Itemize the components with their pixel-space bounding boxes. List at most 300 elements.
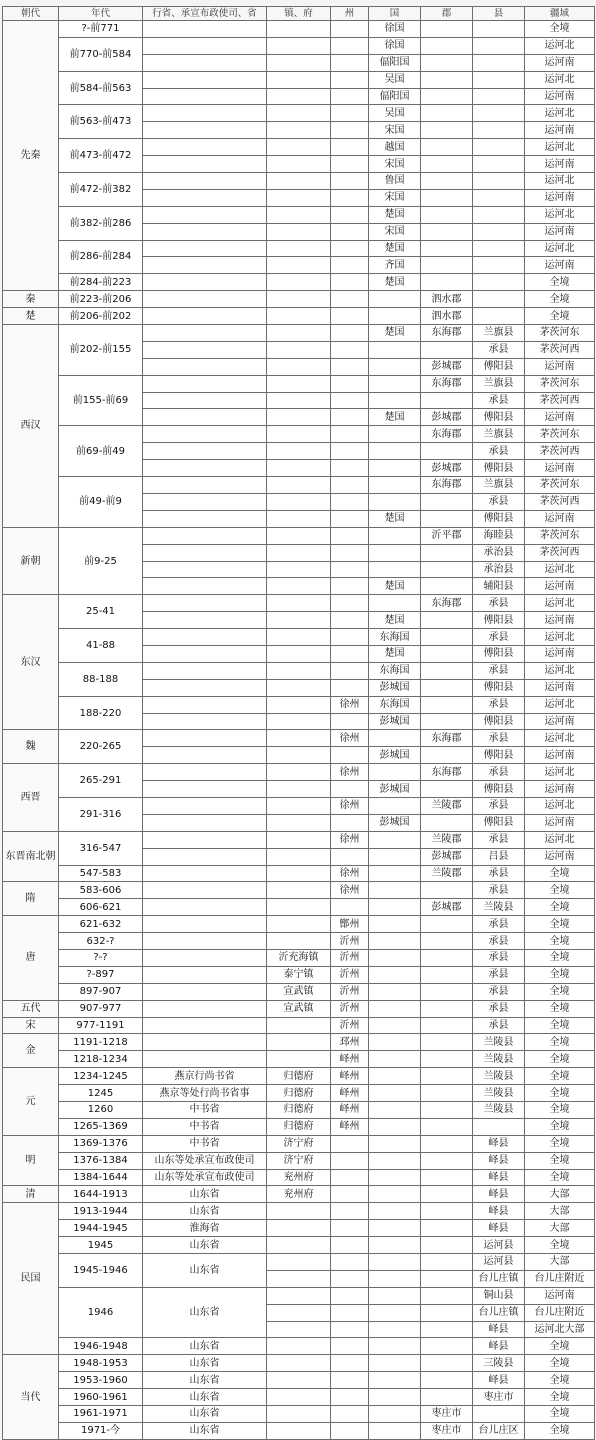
zhou-cell: 峄州 <box>331 1085 369 1102</box>
zhou-cell: 徐州 <box>331 882 369 899</box>
commandery-cell: 兰陵郡 <box>421 797 473 814</box>
header-county: 县 <box>473 7 525 21</box>
table-row <box>3 1203 595 1220</box>
county-cell: 三陵县 <box>473 1355 525 1372</box>
table-row <box>3 1102 595 1119</box>
territory-cell: 运河南 <box>525 510 595 527</box>
table-row <box>3 477 595 494</box>
province-cell: 山东省 <box>143 1287 267 1338</box>
territory-cell: 运河南 <box>525 645 595 662</box>
commandery-cell <box>421 21 473 38</box>
era-cell: 明 <box>3 1135 59 1186</box>
commandery-cell <box>421 510 473 527</box>
county-cell: 兰陵县 <box>473 1034 525 1051</box>
county-cell: 傅阳县 <box>473 781 525 798</box>
table-row <box>3 37 595 54</box>
table-row <box>3 1186 595 1203</box>
county-cell: 海睦县 <box>473 527 525 544</box>
county-cell <box>473 122 525 139</box>
territory-cell: 运河南 <box>525 781 595 798</box>
territory-cell: 运河南 <box>525 747 595 764</box>
zhou-cell <box>331 358 369 375</box>
zhou-cell <box>331 274 369 291</box>
state-cell <box>369 1287 421 1304</box>
state-cell: 彭城国 <box>369 814 421 831</box>
zhou-cell <box>331 257 369 274</box>
period-cell: 1245 <box>59 1085 143 1102</box>
header-commandery: 郡 <box>421 7 473 21</box>
prefecture-cell <box>267 882 331 899</box>
zhou-cell <box>331 1152 369 1169</box>
table-row <box>3 240 595 257</box>
table-row <box>3 21 595 38</box>
state-cell <box>369 1085 421 1102</box>
zhou-cell <box>331 325 369 342</box>
county-cell: 兰陵县 <box>473 1102 525 1119</box>
commandery-cell: 彭城郡 <box>421 899 473 916</box>
territory-cell: 运河北 <box>525 696 595 713</box>
territory-cell: 运河南 <box>525 189 595 206</box>
state-cell <box>369 1186 421 1203</box>
table-row <box>3 426 595 443</box>
state-cell <box>369 544 421 561</box>
era-cell: 宋 <box>3 1017 59 1034</box>
province-cell <box>143 814 267 831</box>
territory-cell: 运河南 <box>525 54 595 71</box>
state-cell: 彭城国 <box>369 713 421 730</box>
header-prefecture: 镇、府 <box>267 7 331 21</box>
era-cell: 元 <box>3 1068 59 1136</box>
prefecture-cell: 归德府 <box>267 1068 331 1085</box>
era-cell: 楚 <box>3 308 59 325</box>
territory-cell: 运河北 <box>525 240 595 257</box>
prefecture-cell <box>267 865 331 882</box>
territory-cell: 运河北大部 <box>525 1321 595 1338</box>
territory-cell: 台儿庄附近 <box>525 1304 595 1321</box>
county-cell <box>473 37 525 54</box>
province-cell <box>143 223 267 240</box>
prefecture-cell <box>267 1406 331 1423</box>
commandery-cell <box>421 679 473 696</box>
state-cell: 楚国 <box>369 409 421 426</box>
county-cell: 承县 <box>473 882 525 899</box>
zhou-cell: 徐州 <box>331 730 369 747</box>
prefecture-cell: 沂充海镇 <box>267 949 331 966</box>
header-province: 行省、承宣布政使司、省 <box>143 7 267 21</box>
period-cell: 前286-前284 <box>59 240 143 274</box>
period-cell: 前49-前9 <box>59 477 143 528</box>
county-cell: 承县 <box>473 341 525 358</box>
prefecture-cell <box>267 1355 331 1372</box>
prefecture-cell <box>267 645 331 662</box>
history-table-wrapper <box>2 6 595 1440</box>
province-cell <box>143 645 267 662</box>
table-row <box>3 1085 595 1102</box>
zhou-cell <box>331 493 369 510</box>
period-cell: 前472-前382 <box>59 173 143 207</box>
state-cell <box>369 527 421 544</box>
table-row <box>3 662 595 679</box>
prefecture-cell <box>267 257 331 274</box>
prefecture-cell <box>267 54 331 71</box>
commandery-cell <box>421 882 473 899</box>
era-cell: 隋 <box>3 882 59 916</box>
table-row <box>3 1237 595 1254</box>
zhou-cell: 峄州 <box>331 1068 369 1085</box>
county-cell: 峄县 <box>473 1186 525 1203</box>
county-cell <box>473 156 525 173</box>
table-row <box>3 1372 595 1389</box>
county-cell: 傅阳县 <box>473 409 525 426</box>
period-cell: 220-265 <box>59 730 143 764</box>
table-row <box>3 1169 595 1186</box>
prefecture-cell <box>267 156 331 173</box>
province-cell <box>143 899 267 916</box>
commandery-cell: 泗水郡 <box>421 291 473 308</box>
state-cell: 东海国 <box>369 662 421 679</box>
period-cell: 1191-1218 <box>59 1034 143 1051</box>
commandery-cell <box>421 1000 473 1017</box>
era-cell: 秦 <box>3 291 59 308</box>
commandery-cell <box>421 1338 473 1355</box>
zhou-cell <box>331 848 369 865</box>
table-row <box>3 983 595 1000</box>
territory-cell: 茅茨河西 <box>525 544 595 561</box>
zhou-cell: 沂州 <box>331 1000 369 1017</box>
territory-cell: 运河北 <box>525 730 595 747</box>
territory-cell: 全境 <box>525 949 595 966</box>
zhou-cell <box>331 578 369 595</box>
state-cell: 彭城国 <box>369 747 421 764</box>
table-row <box>3 1034 595 1051</box>
county-cell: 承县 <box>473 696 525 713</box>
table-row <box>3 1389 595 1406</box>
county-cell: 兰旗县 <box>473 375 525 392</box>
prefecture-cell <box>267 764 331 781</box>
commandery-cell: 沂平郡 <box>421 527 473 544</box>
county-cell: 兰陵县 <box>473 1068 525 1085</box>
state-cell <box>369 341 421 358</box>
province-cell <box>143 291 267 308</box>
zhou-cell <box>331 1304 369 1321</box>
zhou-cell <box>331 679 369 696</box>
prefecture-cell <box>267 223 331 240</box>
commandery-cell <box>421 814 473 831</box>
state-cell <box>369 882 421 899</box>
prefecture-cell <box>267 730 331 747</box>
commandery-cell <box>421 949 473 966</box>
period-cell: 632-? <box>59 933 143 950</box>
zhou-cell <box>331 1422 369 1439</box>
commandery-cell: 彭城郡 <box>421 460 473 477</box>
province-cell <box>143 308 267 325</box>
table-row <box>3 105 595 122</box>
header-state: 国 <box>369 7 421 21</box>
commandery-cell <box>421 1169 473 1186</box>
state-cell <box>369 1152 421 1169</box>
province-cell <box>143 561 267 578</box>
county-cell: 承县 <box>473 392 525 409</box>
period-cell: 前69-前49 <box>59 426 143 477</box>
state-cell <box>369 949 421 966</box>
prefecture-cell <box>267 679 331 696</box>
table-row <box>3 696 595 713</box>
table-row <box>3 629 595 646</box>
table-row <box>3 375 595 392</box>
province-cell <box>143 696 267 713</box>
era-cell: 唐 <box>3 916 59 1000</box>
province-cell <box>143 1051 267 1068</box>
territory-cell: 全境 <box>525 1372 595 1389</box>
county-cell: 峄县 <box>473 1321 525 1338</box>
commandery-cell <box>421 493 473 510</box>
commandery-cell: 东海郡 <box>421 764 473 781</box>
zhou-cell <box>331 240 369 257</box>
territory-cell: 全境 <box>525 865 595 882</box>
commandery-cell <box>421 1355 473 1372</box>
commandery-cell <box>421 1203 473 1220</box>
province-cell: 山东等处承宣布政使司 <box>143 1169 267 1186</box>
territory-cell: 运河南 <box>525 257 595 274</box>
state-cell <box>369 831 421 848</box>
zhou-cell: 沂州 <box>331 933 369 950</box>
period-cell: 1218-1234 <box>59 1051 143 1068</box>
county-cell: 运河县 <box>473 1237 525 1254</box>
prefecture-cell <box>267 291 331 308</box>
header-row <box>3 7 595 21</box>
province-cell <box>143 426 267 443</box>
table-row <box>3 71 595 88</box>
zhou-cell <box>331 612 369 629</box>
prefecture-cell: 宣武镇 <box>267 983 331 1000</box>
commandery-cell <box>421 696 473 713</box>
territory-cell: 运河北 <box>525 629 595 646</box>
province-cell <box>143 544 267 561</box>
province-cell <box>143 189 267 206</box>
province-cell <box>143 173 267 190</box>
county-cell: 承县 <box>473 983 525 1000</box>
commandery-cell <box>421 1102 473 1119</box>
header-period: 年代 <box>59 7 143 21</box>
territory-cell: 运河北 <box>525 595 595 612</box>
table-row <box>3 206 595 223</box>
prefecture-cell <box>267 341 331 358</box>
commandery-cell <box>421 240 473 257</box>
territory-cell: 全境 <box>525 1406 595 1423</box>
state-cell <box>369 797 421 814</box>
period-cell: ?-897 <box>59 966 143 983</box>
table-row <box>3 966 595 983</box>
table-row <box>3 173 595 190</box>
state-cell <box>369 443 421 460</box>
commandery-cell <box>421 983 473 1000</box>
prefecture-cell <box>267 206 331 223</box>
period-cell: 前202-前155 <box>59 325 143 376</box>
province-cell <box>143 629 267 646</box>
territory-cell: 大部 <box>525 1254 595 1271</box>
prefecture-cell <box>267 189 331 206</box>
prefecture-cell <box>267 139 331 156</box>
county-cell: 承治县 <box>473 561 525 578</box>
prefecture-cell <box>267 325 331 342</box>
state-cell <box>369 1017 421 1034</box>
zhou-cell <box>331 1389 369 1406</box>
territory-cell: 全境 <box>525 1102 595 1119</box>
period-cell: 897-907 <box>59 983 143 1000</box>
province-cell <box>143 1034 267 1051</box>
commandery-cell <box>421 1051 473 1068</box>
state-cell <box>369 1422 421 1439</box>
prefecture-cell <box>267 122 331 139</box>
province-cell: 中书省 <box>143 1102 267 1119</box>
state-cell <box>369 561 421 578</box>
commandery-cell <box>421 612 473 629</box>
commandery-cell <box>421 747 473 764</box>
header-territory: 疆域 <box>525 7 595 21</box>
state-cell <box>369 1220 421 1237</box>
commandery-cell <box>421 933 473 950</box>
province-cell <box>143 983 267 1000</box>
province-cell <box>143 612 267 629</box>
table-row <box>3 882 595 899</box>
period-cell: 606-621 <box>59 899 143 916</box>
period-cell: 前584-前563 <box>59 71 143 105</box>
county-cell: 承县 <box>473 831 525 848</box>
territory-cell: 运河南 <box>525 88 595 105</box>
territory-cell: 全境 <box>525 291 595 308</box>
territory-cell: 全境 <box>525 899 595 916</box>
territory-cell: 全境 <box>525 1034 595 1051</box>
province-cell <box>143 274 267 291</box>
commandery-cell <box>421 54 473 71</box>
prefecture-cell <box>267 71 331 88</box>
table-row <box>3 325 595 342</box>
zhou-cell: 沂州 <box>331 983 369 1000</box>
table-row <box>3 764 595 781</box>
table-row <box>3 1338 595 1355</box>
commandery-cell <box>421 105 473 122</box>
period-cell: 265-291 <box>59 764 143 798</box>
county-cell <box>473 189 525 206</box>
territory-cell: 茅茨河西 <box>525 341 595 358</box>
county-cell <box>473 240 525 257</box>
province-cell: 山东省 <box>143 1254 267 1288</box>
zhou-cell <box>331 629 369 646</box>
state-cell: 东海国 <box>369 629 421 646</box>
zhou-cell: 徐州 <box>331 696 369 713</box>
county-cell: 承县 <box>473 916 525 933</box>
state-cell <box>369 308 421 325</box>
territory-cell: 茅茨河东 <box>525 375 595 392</box>
county-cell: 承县 <box>473 797 525 814</box>
county-cell <box>473 308 525 325</box>
province-cell: 燕京等处行尚书省事 <box>143 1085 267 1102</box>
commandery-cell <box>421 1287 473 1304</box>
zhou-cell <box>331 595 369 612</box>
commandery-cell: 彭城郡 <box>421 358 473 375</box>
zhou-cell: 徐州 <box>331 831 369 848</box>
state-cell <box>369 1051 421 1068</box>
period-cell: 583-606 <box>59 882 143 899</box>
period-cell: 1953-1960 <box>59 1372 143 1389</box>
zhou-cell <box>331 223 369 240</box>
prefecture-cell <box>267 747 331 764</box>
province-cell <box>143 240 267 257</box>
prefecture-cell <box>267 595 331 612</box>
county-cell: 峄县 <box>473 1135 525 1152</box>
state-cell: 宋国 <box>369 122 421 139</box>
territory-cell: 大部 <box>525 1220 595 1237</box>
county-cell: 运河县 <box>473 1254 525 1271</box>
county-cell: 傅阳县 <box>473 460 525 477</box>
province-cell: 中书省 <box>143 1118 267 1135</box>
county-cell <box>473 21 525 38</box>
county-cell <box>473 54 525 71</box>
province-cell: 山东省 <box>143 1186 267 1203</box>
commandery-cell: 兰陵郡 <box>421 865 473 882</box>
state-cell <box>369 1102 421 1119</box>
territory-cell: 全境 <box>525 1338 595 1355</box>
prefecture-cell: 归德府 <box>267 1118 331 1135</box>
era-cell: 新朝 <box>3 527 59 595</box>
table-row <box>3 797 595 814</box>
table-row <box>3 139 595 156</box>
state-cell <box>369 916 421 933</box>
state-cell <box>369 1372 421 1389</box>
zhou-cell: 峄州 <box>331 1051 369 1068</box>
period-cell: 41-88 <box>59 629 143 663</box>
zhou-cell: 徐州 <box>331 764 369 781</box>
commandery-cell <box>421 629 473 646</box>
table-row <box>3 1406 595 1423</box>
commandery-cell: 泗水郡 <box>421 308 473 325</box>
period-cell: 1384-1644 <box>59 1169 143 1186</box>
territory-cell: 全境 <box>525 1017 595 1034</box>
commandery-cell <box>421 916 473 933</box>
table-row <box>3 1220 595 1237</box>
commandery-cell: 东海郡 <box>421 426 473 443</box>
prefecture-cell <box>267 1389 331 1406</box>
county-cell: 傅阳县 <box>473 747 525 764</box>
commandery-cell: 彭城郡 <box>421 848 473 865</box>
territory-cell: 全境 <box>525 1118 595 1135</box>
zhou-cell <box>331 426 369 443</box>
zhou-cell <box>331 1355 369 1372</box>
prefecture-cell <box>267 1034 331 1051</box>
county-cell: 傅阳县 <box>473 510 525 527</box>
zhou-cell <box>331 899 369 916</box>
era-cell: 东汉 <box>3 595 59 730</box>
table-row <box>3 730 595 747</box>
period-cell: 前223-前206 <box>59 291 143 308</box>
province-cell <box>143 831 267 848</box>
province-cell <box>143 916 267 933</box>
period-cell: 1369-1376 <box>59 1135 143 1152</box>
prefecture-cell <box>267 240 331 257</box>
zhou-cell <box>331 1372 369 1389</box>
province-cell: 山东省 <box>143 1338 267 1355</box>
province-cell <box>143 477 267 494</box>
prefecture-cell <box>267 899 331 916</box>
prefecture-cell <box>267 37 331 54</box>
prefecture-cell <box>267 105 331 122</box>
state-cell <box>369 392 421 409</box>
county-cell: 台儿庄镇 <box>473 1270 525 1287</box>
county-cell: 兰陵县 <box>473 899 525 916</box>
commandery-cell: 东海郡 <box>421 730 473 747</box>
commandery-cell <box>421 71 473 88</box>
prefecture-cell <box>267 1203 331 1220</box>
